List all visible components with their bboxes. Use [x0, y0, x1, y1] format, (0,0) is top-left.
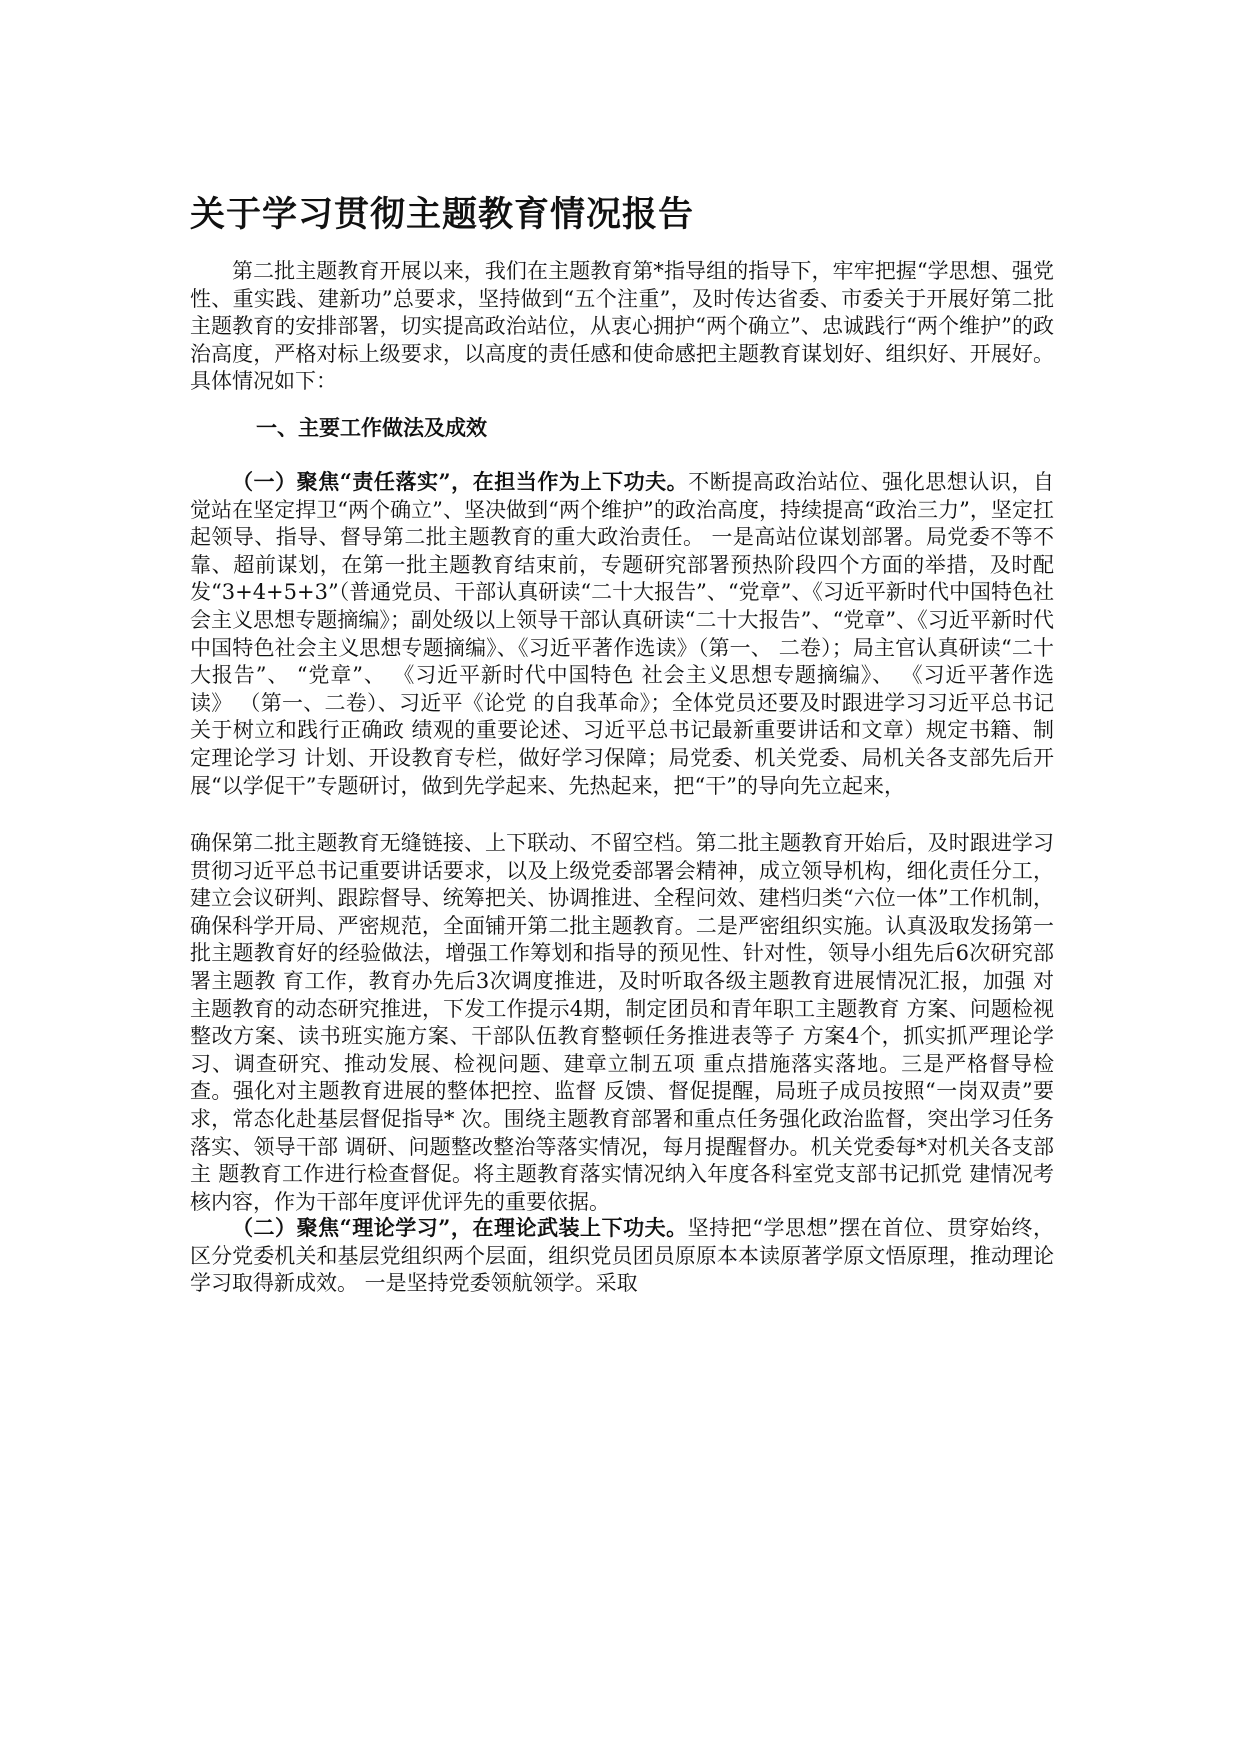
- section-heading: 一、主要工作做法及成效: [256, 415, 487, 440]
- subsection-1-lead: （一）聚焦“责任落实”，在担当作为上下功夫。: [232, 469, 689, 494]
- subsection-1-body: 不断提高政治站位、强化思想认识，自觉站在坚定捍卫“两个确立”、坚决做到“两个维护”的政治高度，持续提高“政治三力”，坚定扛起领导、指导、督导第二批主题教育的重大政治责任。 一是高站位谋划部署。局党委不等不靠、超前谋划，在第一批主题教育结束前，专题研究部署预热阶段四个方面的举措，及时配发“3+4+5+3”（普通党员、干部认真研读“二十大报告”、“党章”、《习近平新时代中国特色社会主义思想专题摘编》；副处级以上领导干部认真研读“二十大报告”、“党章”、《习近平新时代中国特色社会主义思想专题摘编》、《习近平著作选读》（第一、 二卷）；局主官认真研读“二十大报告”、 “党章”、 《习近平新时代中国特色 社会主义思想专题摘编》、 《习近平著作选读》 （第一、二卷）、习近平《论党 的自我革命》；全体党员还要及时跟进学习习近平总书记关于树立和践行正确政 绩观的重要论述、习近平总书记最新重要讲话和文章）规定书籍、制定理论学习 计划、开设教育专栏，做好学习保障；局党委、机关党委、局机关各支部先后开 展“以学促干”专题研讨，做到先学起来、先热起来，把“干”的导向先立起来，: [190, 470, 1054, 798]
- subsection-1-paragraph: [190, 468, 1054, 800]
- subsection-2-body: 坚持把“学思想”摆在首位、贯穿始终，区分党委机关和基层党组织两个层面，组织党员团员原原本本读原著学原文悟原理，推动理论学习取得新成效。 一是坚持党委领航领学。采取: [190, 1216, 1054, 1296]
- document-title: 关于学习贯彻主题教育情况报告: [190, 195, 695, 235]
- subsection-2-lead: （二）聚焦“理论学习”，在理论武装上下功夫。: [232, 1215, 688, 1240]
- subsection-2-paragraph: [190, 1214, 1054, 1298]
- subsection-1-continuation: 确保第二批主题教育无缝链接、上下联动、不留空档。第二批主题教育开始后，及时跟进学习贯彻习近平总书记重要讲话要求，以及上级党委部署会精神，成立领导机构，细化责任分工，建立会议研判、跟踪督导、统筹把关、协调推进、全程问效、建档归类“六位一体”工作机制，确保科学开局、严密规范，全面铺开第二批主题教育。二是严密组织实施。认真汲取发扬第一批主题教育好的经验做法，增强工作筹划和指导的预见性、针对性，领导小组先后6次研究部署主题教 育工作，教育办先后3次调度推进，及时听取各级主题教育进展情况汇报，加强 对主题教育的动态研究推进，下发工作提示4期，制定团员和青年职工主题教育 方案、问题检视整改方案、读书班实施方案、干部队伍教育整顿任务推进表等子 方案4个，抓实抓严理论学习、调查研究、推动发展、检视问题、建章立制五项 重点措施落实落地。三是严格督导检查。强化对主题教育进展的整体把控、监督 反馈、督促提醒，局班子成员按照“一岗双责”要求，常态化赴基层督促指导* 次。围绕主题教育部署和重点任务强化政治监督，突出学习任务落实、领导干部 调研、问题整改整治等落实情况，每月提醒督办。机关党委每*对机关各支部主 题教育工作进行检查督促。将主题教育落实情况纳入年度各科室党支部书记抓党 建情况考核内容，作为干部年度评优评先的重要依据。: [190, 831, 1054, 1214]
- intro-paragraph: 第二批主题教育开展以来，我们在主题教育第*指导组的指导下，牢牢把握“学思想、强党性、重实践、建新功”总要求，坚持做到“五个注重”，及时传达省委、市委关于开展好第二批主题教育的安排部署，切实提高政治站位，从衷心拥护“两个确立”、忠诚践行“两个维护”的政治高度，严格对标上级要求，以高度的责任感和使命感把主题教育谋划好、组织好、开展好。具体情况如下：: [190, 259, 1054, 394]
